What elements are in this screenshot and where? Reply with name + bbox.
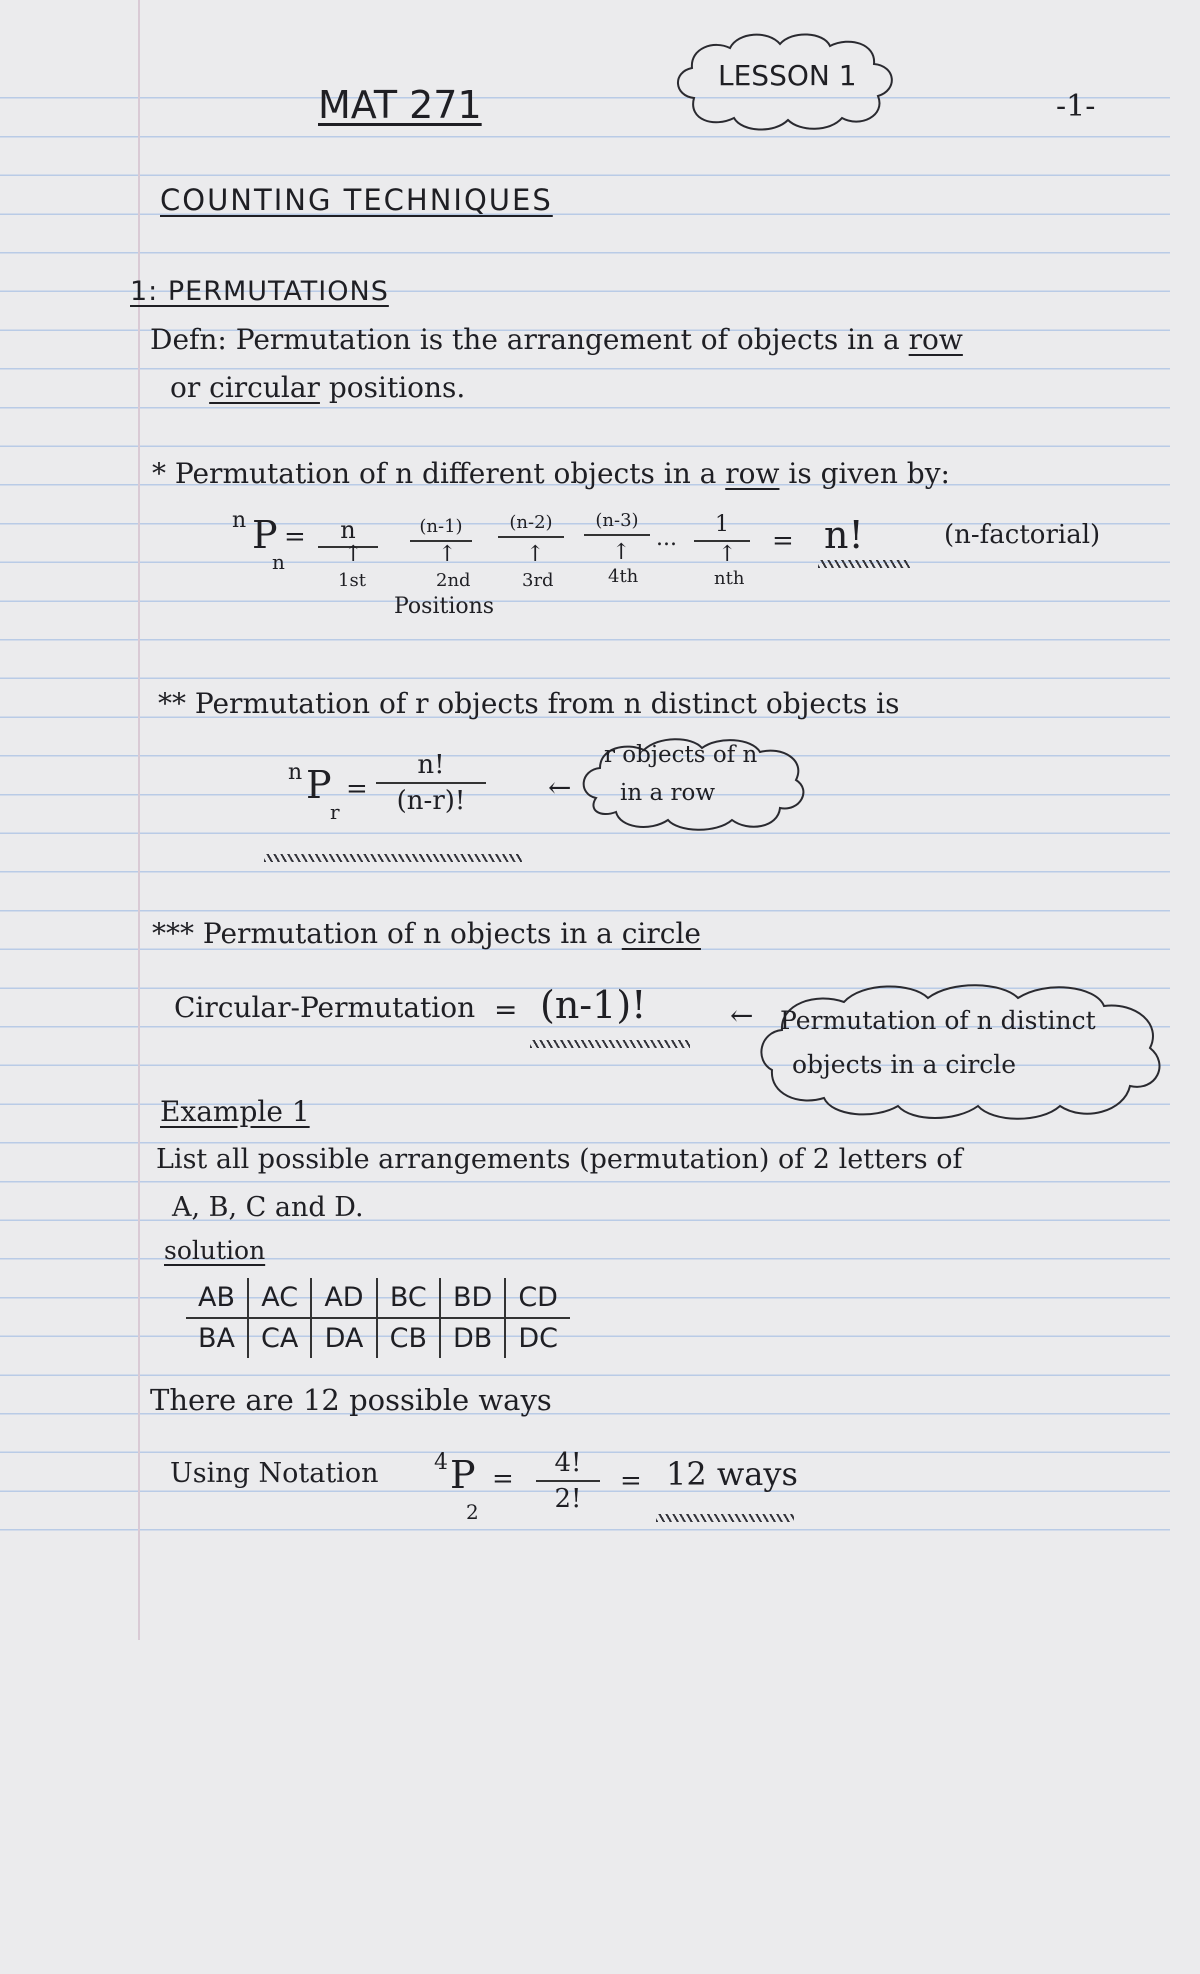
rule1-intro-end: is given by: bbox=[788, 457, 950, 490]
rule1-factor-4-value: (n-3) bbox=[584, 512, 650, 536]
rule3-intro-text: *** Permutation of n objects in a bbox=[152, 917, 613, 950]
definition-emph-circular: circular bbox=[209, 371, 320, 404]
definition-emph-row: row bbox=[908, 323, 963, 356]
rule1-note: (n-factorial) bbox=[944, 520, 1101, 550]
rule3-bubble-arrow-icon: ← bbox=[730, 999, 754, 1032]
notation-sub: 2 bbox=[466, 1500, 479, 1524]
rule1-intro-text: * Permutation of n different objects in a bbox=[152, 457, 717, 490]
definition-line-2 bbox=[170, 371, 466, 404]
table-cell: DA bbox=[311, 1318, 376, 1358]
rule1-result: n! bbox=[824, 513, 864, 557]
rule1-equals: = bbox=[284, 522, 306, 552]
notation-numerator: 4! bbox=[536, 1450, 600, 1482]
rule1-emph-row: row bbox=[725, 457, 780, 490]
rule3-formula-value: (n-1)! bbox=[540, 983, 647, 1027]
definition-text: Defn: Permutation is the arrangement of objects in a bbox=[150, 323, 900, 356]
example-prompt-line-1: List all possible arrangements (permutation) of 2 letters of bbox=[156, 1144, 963, 1175]
rule1-factor-2-value: (n-1) bbox=[410, 518, 472, 542]
rule1-factor-5 bbox=[694, 514, 750, 542]
rule1-positions-label: Positions bbox=[394, 594, 495, 619]
definition-positions: positions. bbox=[328, 371, 466, 404]
rule3-equals: = bbox=[494, 993, 518, 1026]
rule2-lhs-main: P bbox=[306, 763, 332, 807]
rule2-bubble-line-2: in a row bbox=[620, 780, 716, 806]
page-number: -1- bbox=[1056, 89, 1096, 124]
table-cell: BD bbox=[440, 1278, 505, 1318]
rule2-equals: = bbox=[346, 774, 368, 804]
notation-fraction bbox=[536, 1450, 600, 1512]
rule1-ordinal-2: 2nd bbox=[436, 570, 471, 591]
rule2-bubble-line-1: r objects of n bbox=[604, 742, 758, 768]
course-code: MAT 271 bbox=[318, 83, 482, 127]
definition-line-1 bbox=[150, 323, 963, 356]
rule1-lhs-main: P bbox=[252, 513, 278, 557]
rule2-formula-emphasis bbox=[264, 854, 522, 862]
margin-line bbox=[138, 0, 140, 1640]
rule1-arrow-5: ↑ bbox=[718, 542, 737, 567]
rule1-factor-4 bbox=[584, 512, 650, 536]
rule1-ordinal-3: 3rd bbox=[522, 570, 554, 591]
notation-result: 12 ways bbox=[666, 1455, 798, 1493]
rule1-ordinal-4: 4th bbox=[608, 566, 639, 587]
solution-label: solution bbox=[164, 1236, 266, 1265]
table-cell: AB bbox=[186, 1278, 248, 1318]
rule3-emph-circle: circle bbox=[621, 917, 701, 950]
example-heading: Example 1 bbox=[160, 1095, 310, 1128]
rule1-factor-3 bbox=[498, 514, 564, 538]
notation-denominator: 2! bbox=[554, 1484, 582, 1514]
table-cell: CB bbox=[377, 1318, 440, 1358]
table-cell: CD bbox=[505, 1278, 570, 1318]
rule2-numerator: n! bbox=[376, 752, 486, 784]
table-cell: CA bbox=[248, 1318, 311, 1358]
table-cell: AD bbox=[311, 1278, 376, 1318]
table-row bbox=[186, 1278, 570, 1318]
table-cell: AC bbox=[248, 1278, 311, 1318]
notation-equals: = bbox=[492, 1464, 514, 1494]
rule1-arrow-1: ↑ bbox=[344, 542, 363, 567]
rule2-denominator: (n-r)! bbox=[396, 786, 466, 816]
rule1-lhs-sub: n bbox=[272, 550, 285, 574]
section-heading: 1: PERMUTATIONS bbox=[130, 276, 389, 307]
notation-pre: 4 bbox=[434, 1450, 448, 1475]
rule2-lhs-sub: r bbox=[330, 800, 340, 824]
rule1-ordinal-5: nth bbox=[714, 568, 745, 589]
rule1-factor-2 bbox=[410, 518, 472, 542]
table-cell: BA bbox=[198, 1323, 235, 1354]
notation-label: Using Notation bbox=[170, 1458, 379, 1489]
notation-equals-2: = bbox=[620, 1466, 642, 1496]
rule1-ordinal-1: 1st bbox=[338, 570, 366, 591]
arrangements-table bbox=[186, 1278, 570, 1358]
rule1-factor-5-value: 1 bbox=[694, 514, 750, 542]
example-conclusion: There are 12 possible ways bbox=[150, 1383, 552, 1417]
rule3-formula-emphasis bbox=[530, 1040, 690, 1048]
table-cell: BC bbox=[377, 1278, 440, 1318]
rule3-intro bbox=[152, 917, 701, 950]
rule1-factor-3-value: (n-2) bbox=[498, 514, 564, 538]
notation-main: P bbox=[450, 1453, 476, 1497]
rule2-bubble-arrow-icon: ← bbox=[548, 771, 572, 804]
rule1-equals-2: = bbox=[772, 526, 794, 556]
notation-result-emphasis bbox=[656, 1514, 794, 1522]
rule1-intro bbox=[152, 457, 950, 490]
lesson-label: LESSON 1 bbox=[718, 59, 857, 92]
rule1-ellipsis: ... bbox=[656, 526, 677, 551]
rule3-formula-label: Circular-Permutation bbox=[174, 991, 476, 1024]
rule3-bubble-line-2: objects in a circle bbox=[792, 1050, 1017, 1079]
table-cell: DC bbox=[505, 1318, 570, 1358]
example-prompt-line-2: A, B, C and D. bbox=[172, 1192, 364, 1223]
definition-or: or bbox=[170, 371, 201, 404]
rule1-lhs-pre: n bbox=[232, 508, 247, 533]
rule3-bubble-line-1: Permutation of n distinct bbox=[780, 1006, 1096, 1035]
rule2-lhs-pre: n bbox=[288, 760, 303, 785]
rule1-factor-1-value: n bbox=[318, 518, 378, 548]
rule2-intro: ** Permutation of r objects from n distinct objects is bbox=[158, 687, 900, 720]
rule1-result-emphasis bbox=[818, 560, 910, 568]
rule2-fraction bbox=[376, 752, 486, 814]
rule1-arrow-4: ↑ bbox=[612, 540, 631, 565]
topic-heading: COUNTING TECHNIQUES bbox=[160, 183, 553, 217]
rule1-arrow-3: ↑ bbox=[526, 542, 545, 567]
rule1-arrow-2: ↑ bbox=[438, 542, 457, 567]
table-cell: DB bbox=[440, 1318, 505, 1358]
table-row bbox=[186, 1318, 570, 1358]
